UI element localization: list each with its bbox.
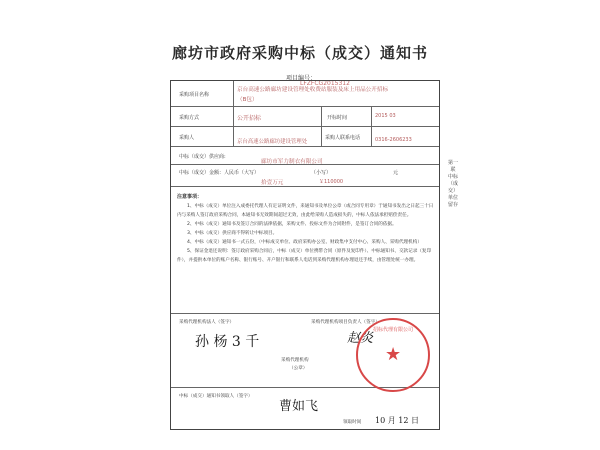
amount-unit: 元	[393, 170, 399, 176]
receiver-label: 中标（成交）通知书领取人（签字）	[179, 394, 253, 399]
notes-section	[177, 193, 435, 265]
amount-row	[171, 165, 439, 187]
method-row	[171, 107, 439, 127]
project-name-value-2: （B包）	[237, 97, 258, 103]
receive-time-label: 领取时间	[343, 420, 362, 425]
seal-star-icon: ★	[385, 344, 402, 365]
divider	[321, 127, 322, 147]
purchaser-value: 京台高速公路廊坊建设管理处	[237, 139, 308, 145]
seal-text: 招标代理有限公司	[372, 327, 413, 333]
legal-rep-label: 采购代理机构法人（签字）	[179, 320, 235, 325]
side-note: 第一联 中标（成交）单位留存	[448, 160, 459, 208]
contact-value: 0316-2606233	[375, 137, 412, 143]
agency-seal-label: （公章）	[289, 366, 308, 371]
note-item: 1、中标（成交）单位注入成委托代理人有定证明文件，来通知书及单位公章（或合同专用章）于通知书发出之日起三十日内与采购人签订政府采购合同，本通知书无效期间超过无效，由此给采购人造成损失的，中标人依法承担赔偿责任。	[177, 204, 434, 218]
purchaser-row	[171, 127, 439, 147]
project-name-row	[171, 81, 439, 107]
official-seal	[356, 318, 430, 392]
notes-heading: 注意事项：	[177, 194, 203, 200]
document-title: 廊坊市政府采购中标（成交）通知书	[171, 44, 428, 62]
winner-value: 廊坊市军力制衣有限公司	[261, 159, 323, 165]
open-time-label: 开标时间	[327, 115, 348, 121]
divider	[371, 127, 372, 147]
agency-label: 采购代理机构	[281, 358, 309, 363]
divider	[233, 127, 234, 147]
amount-value-small: ￥110000	[319, 179, 344, 185]
note-item: 3、中标（成交）供应商不得转让中标项目。	[187, 231, 278, 236]
purchaser-label: 采购人	[179, 135, 195, 141]
divider	[233, 81, 234, 107]
amount-value: 拾壹万元	[261, 180, 284, 186]
divider	[233, 107, 234, 127]
project-lead-signature: 赵炎	[347, 331, 374, 346]
signature-divider	[171, 313, 439, 314]
amount-label: 中标（成交）金额：人民币（大写）	[179, 170, 260, 176]
project-no-value: LFZFCG2015312	[300, 80, 350, 87]
receiver-signature: 曹如飞	[279, 399, 319, 414]
note-item: 5、保证金退还说明：签订政府采购合同后，中标（成交）单位携带合同（原件及复印件）、中标通知书、交款记录（复印件），并提供本单位的账户名称、银行账号、开户银行和联系人电话到采购代理机构办理退还手续，由管理处统一办理。	[177, 249, 432, 263]
project-lead-label: 采购代理机构项目负责人（签字）	[311, 320, 380, 325]
legal-rep-signature: 孙 杨 3 千	[195, 334, 260, 350]
amount-small-label: （小写）	[311, 170, 332, 176]
contact-label: 采购人联系电话	[325, 135, 361, 141]
winner-label: 中标（成交）供应商:	[179, 154, 226, 160]
method-value: 公开招标	[237, 115, 262, 122]
receive-time-value: 10 月 12 日	[375, 416, 419, 425]
divider	[321, 107, 322, 127]
project-name-value: 京台高速公路廊坊建设管理处收费站服装及床上用品公开招标	[237, 87, 389, 93]
method-label: 采购方式	[179, 115, 200, 121]
winner-row	[171, 147, 439, 165]
note-item: 4、中标（成交）通知书一式五份，（中标成交单位、政府采购办公室、财政集中支付中心、采购人、采购代理机构）	[187, 240, 422, 245]
project-no-label: 项目编号：	[286, 75, 317, 82]
project-name-label: 采购项目名称	[179, 92, 210, 98]
divider	[371, 107, 372, 127]
open-time-value: 2015 03	[375, 113, 396, 119]
note-item: 2、中标（成交）通知书及签订合同的法律依据，采购文件、投标文件为合同附件，是签订合同的依据。	[187, 222, 397, 227]
